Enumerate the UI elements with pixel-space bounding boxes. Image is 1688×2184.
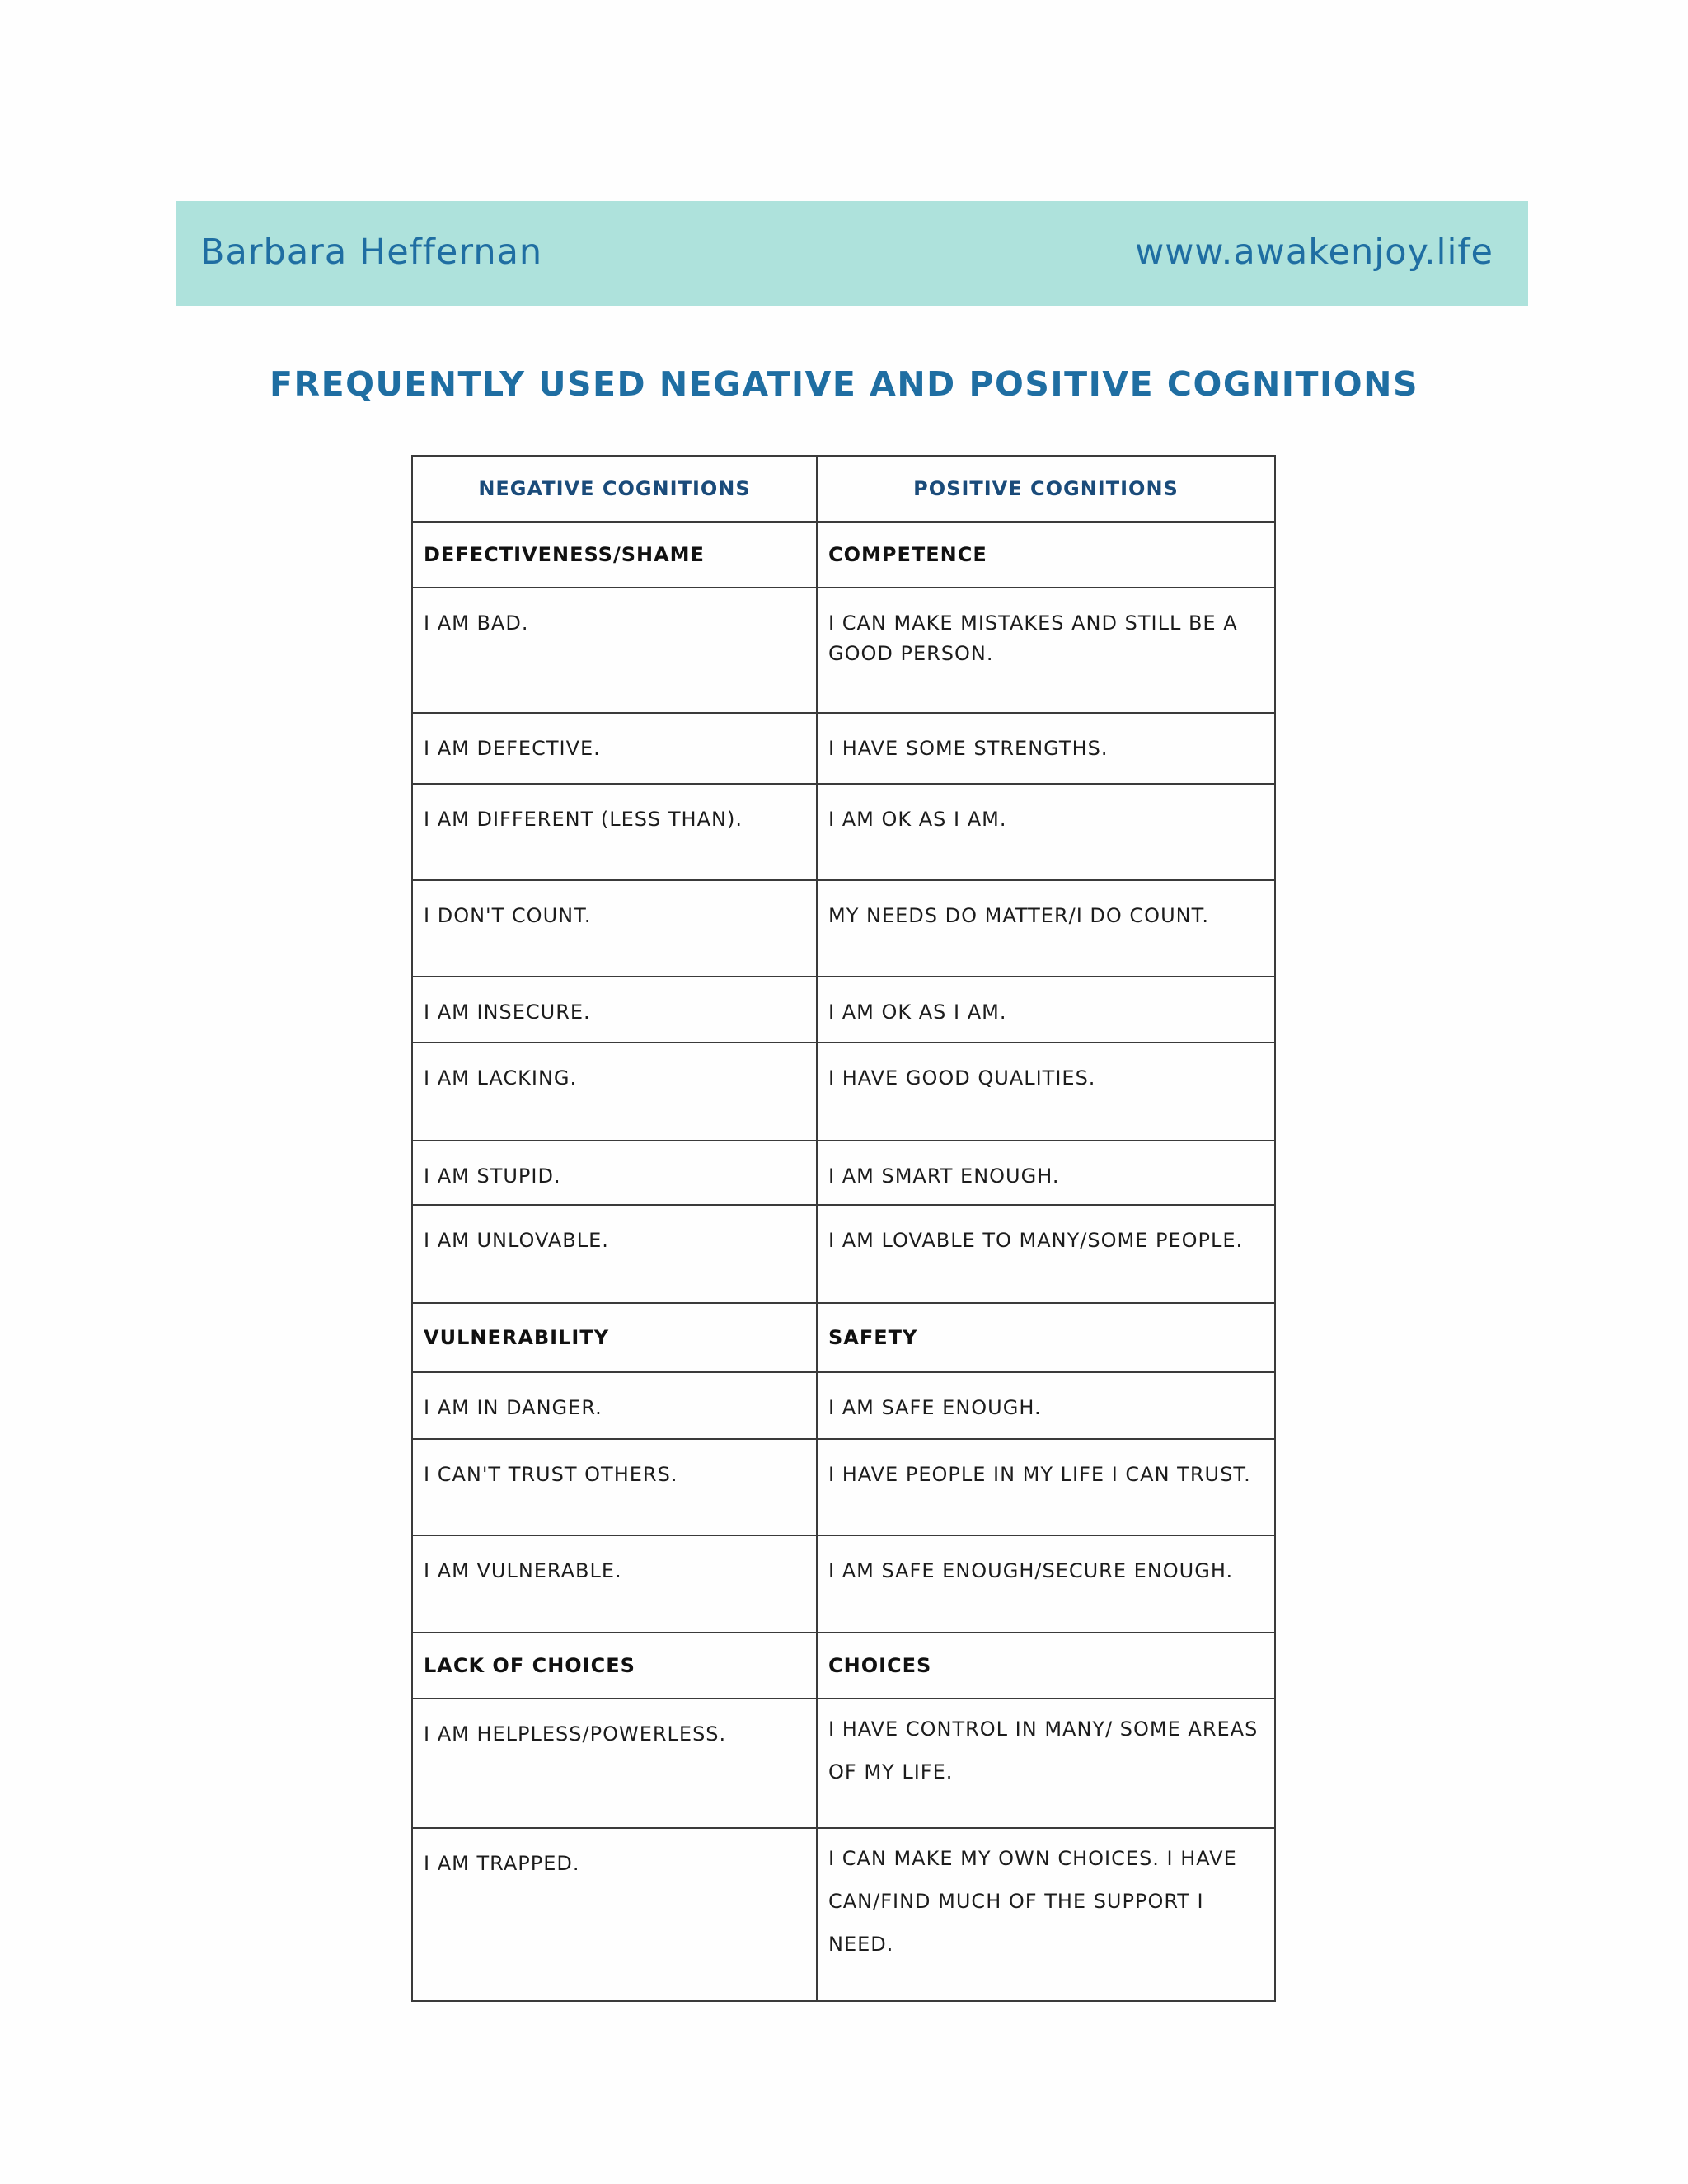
cell-text: I AM STUPID. [424,1165,561,1188]
positive-category [817,522,1275,588]
cell-text: VULNERABILITY [424,1325,610,1349]
positive-cognition [817,880,1275,977]
table-row [412,1439,1275,1535]
negative-cognition [412,1372,817,1439]
negative-cognition [412,880,817,977]
column-header-negative: NEGATIVE COGNITIONS [412,456,817,522]
cell-text: I AM DEFECTIVE. [424,737,601,760]
positive-cognition [817,713,1275,784]
negative-cognition [412,1828,817,2001]
negative-cognition [412,588,817,713]
cell-text: COMPETENCE [828,542,987,566]
cell-text: I HAVE PEOPLE IN MY LIFE I CAN TRUST. [828,1463,1251,1486]
cell-text: SAFETY [828,1325,918,1349]
cell-text: I AM DIFFERENT (LESS THAN). [424,808,743,831]
cell-text: I DON'T COUNT. [424,904,592,927]
cell-text: MY NEEDS DO MATTER/I DO COUNT. [828,904,1210,927]
cell-text: I AM OK AS I AM. [828,1001,1007,1024]
table-row [412,1828,1275,2001]
table-row [412,880,1275,977]
positive-cognition [817,977,1275,1043]
negative-cognition [412,1043,817,1141]
positive-cognition [817,1372,1275,1439]
positive-cognition [817,588,1275,713]
cell-text: I AM BAD. [424,612,529,635]
cell-text: I AM LACKING. [424,1066,578,1090]
cell-text: I AM SAFE ENOUGH/SECURE ENOUGH. [828,1559,1234,1582]
negative-category [412,1633,817,1699]
author-name: Barbara Heffernan [200,232,543,273]
table-row-category [412,522,1275,588]
table-row [412,1699,1275,1828]
cell-text: I AM VULNERABLE. [424,1559,622,1582]
negative-cognition [412,784,817,880]
negative-category [412,1303,817,1372]
negative-cognition [412,977,817,1043]
cell-text: I AM OK AS I AM. [828,808,1007,831]
cell-text: I HAVE CONTROL IN MANY/ SOME AREAS OF MY LIFE. [828,1718,1259,1783]
table-row-category [412,1633,1275,1699]
column-header-positive: POSITIVE COGNITIONS [817,456,1275,522]
cell-text: CHOICES [828,1653,932,1677]
positive-cognition [817,1439,1275,1535]
negative-cognition [412,1535,817,1633]
table-row [412,1141,1275,1205]
positive-category [817,1303,1275,1372]
cell-text: I AM INSECURE. [424,1001,591,1024]
cell-text: I AM HELPLESS/POWERLESS. [424,1722,727,1746]
table-row [412,1372,1275,1439]
positive-cognition [817,1205,1275,1303]
positive-category [817,1633,1275,1699]
cell-text: I AM SAFE ENOUGH. [828,1396,1042,1419]
cell-text: I CAN MAKE MISTAKES AND STILL BE A GOOD PERSON. [828,612,1238,665]
table-row [412,713,1275,784]
cell-text: I AM IN DANGER. [424,1396,603,1419]
cell-text: I AM SMART ENOUGH. [828,1165,1060,1188]
cell-text: I CAN'T TRUST OTHERS. [424,1463,678,1486]
table-row [412,1535,1275,1633]
negative-cognition [412,713,817,784]
table-row [412,588,1275,713]
cell-text: LACK OF CHOICES [424,1653,635,1677]
cell-text: I AM UNLOVABLE. [424,1229,609,1252]
positive-cognition [817,1828,1275,2001]
negative-cognition [412,1205,817,1303]
cell-text: DEFECTIVENESS/SHAME [424,542,705,566]
cell-text: I CAN MAKE MY OWN CHOICES. I HAVE CAN/FIND MUCH OF THE SUPPORT I NEED. [828,1847,1237,1956]
negative-category [412,522,817,588]
table-row [412,1043,1275,1141]
negative-cognition [412,1699,817,1828]
table-header-row [412,456,1275,522]
positive-cognition [817,784,1275,880]
cognitions-table [411,455,1276,2002]
table-row-category [412,1303,1275,1372]
cell-text: I HAVE SOME STRENGTHS. [828,737,1109,760]
page-title: FREQUENTLY USED NEGATIVE AND POSITIVE COGNITIONS [270,364,1418,404]
cell-text: I AM LOVABLE TO MANY/SOME PEOPLE. [828,1229,1244,1252]
positive-cognition [817,1043,1275,1141]
cell-text: I HAVE GOOD QUALITIES. [828,1066,1096,1090]
positive-cognition [817,1141,1275,1205]
table-row [412,1205,1275,1303]
table-row [412,977,1275,1043]
header-banner [176,201,1528,306]
website-link[interactable]: www.awakenjoy.life [1135,232,1493,273]
negative-cognition [412,1439,817,1535]
table-row [412,784,1275,880]
positive-cognition [817,1535,1275,1633]
negative-cognition [412,1141,817,1205]
positive-cognition [817,1699,1275,1828]
cell-text: I AM TRAPPED. [424,1852,580,1875]
